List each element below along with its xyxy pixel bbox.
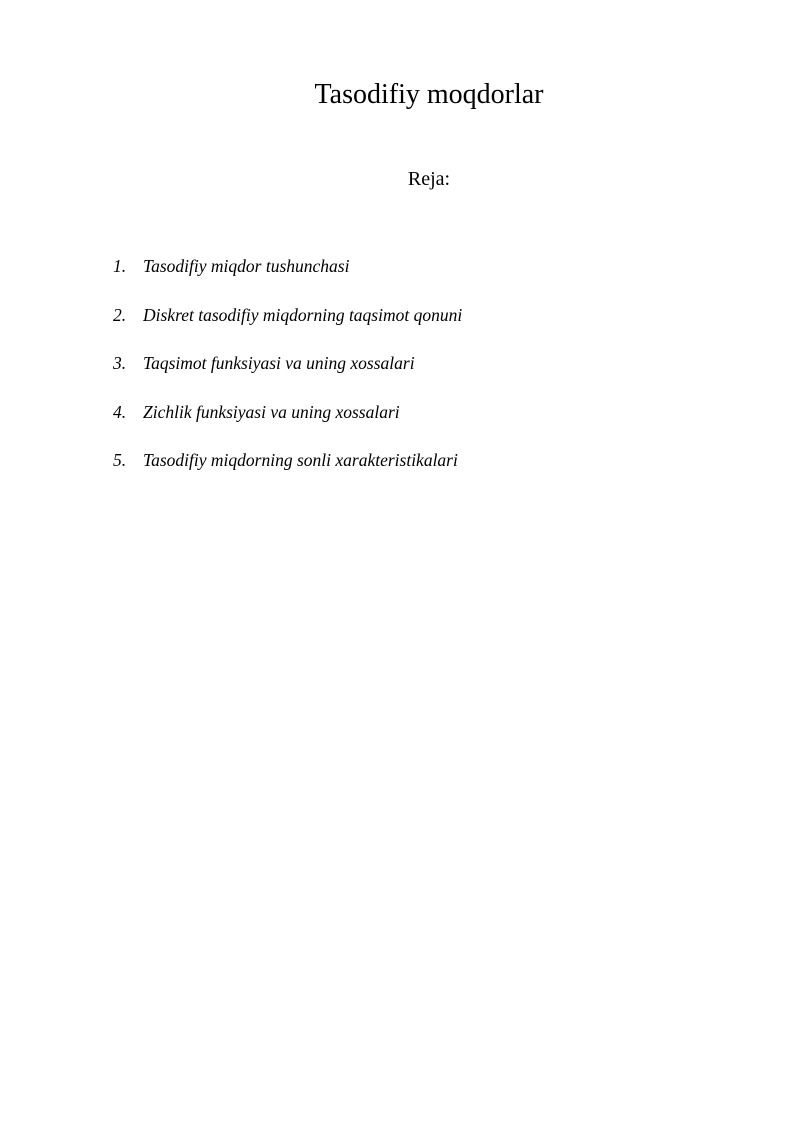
plan-item-text: Taqsimot funksiyasi va uning xossalari	[143, 353, 415, 373]
plan-heading: Reja:	[407, 168, 451, 190]
plan-item-text: Zichlik funksiyasi va uning xossalari	[143, 401, 400, 422]
plan-item-number: 5.	[113, 450, 127, 470]
plan-item-text: Diskret tasodifiy miqdorning taqsimot qonuni	[143, 304, 463, 325]
plan-list	[113, 253, 462, 496]
plan-item-text: Tasodifiy miqdor tushunchasi	[143, 256, 350, 276]
plan-item	[113, 350, 462, 399]
title-container	[0, 78, 800, 112]
plan-item-text: Tasodifiy miqdorning sonli xarakteristikalari	[143, 450, 458, 470]
plan-item-number: 4.	[113, 401, 127, 422]
page-title: Tasodifiy moqdorlar	[314, 79, 544, 110]
plan-item	[113, 253, 462, 302]
plan-item-number: 2.	[113, 304, 127, 325]
plan-heading-container	[0, 166, 800, 192]
plan-item	[113, 447, 462, 496]
plan-item-number: 1.	[113, 256, 127, 276]
plan-item	[113, 399, 462, 448]
plan-item	[113, 302, 462, 351]
plan-item-number: 3.	[113, 353, 127, 373]
